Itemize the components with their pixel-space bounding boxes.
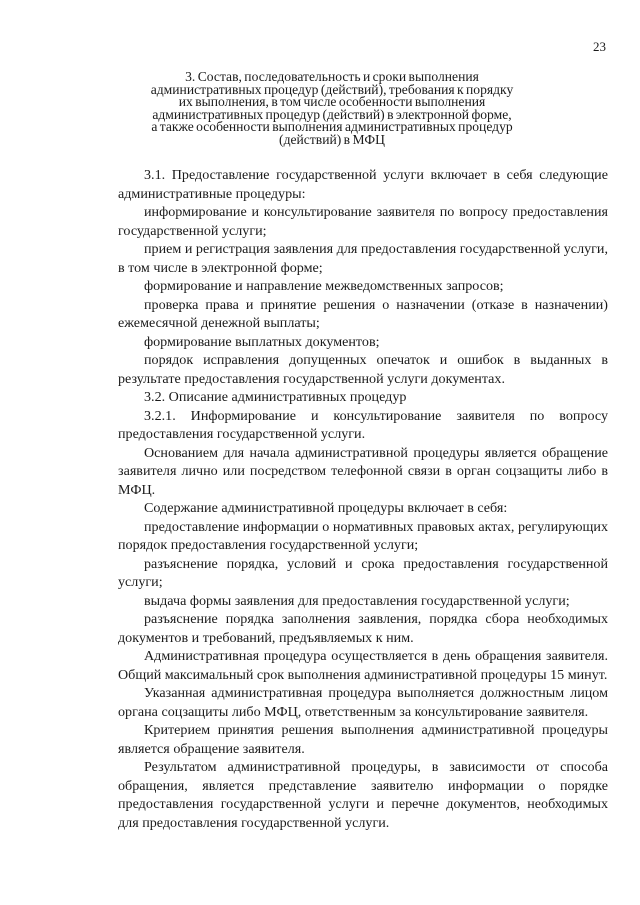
paragraph: прием и регистрация заявления для предоставления государственной услуги, в том числе в электронной форме; (118, 241, 608, 276)
paragraph: Содержание административной процедуры включает в себя: (144, 500, 508, 516)
paragraph: порядок исправления допущенных опечаток и ошибок в выданных в результате предоставления государственной услуги документах. (118, 352, 608, 387)
document-body (118, 166, 608, 832)
paragraph: проверка права и принятие решения о назначении (отказе в назначении) ежемесячной денежной выплаты; (118, 296, 608, 331)
heading-line: их выполнения, в том числе особенности выполнения (178, 94, 486, 110)
paragraph: Основанием для начала административной процедуры является обращение заявителя лично или посредством телефонной связи в орган соцзащиты либо в МФЦ. (118, 444, 608, 498)
paragraph: 3.1. Предоставление государственной услуги включает в себя следующие административные процедуры: (118, 167, 608, 202)
heading-line: административных процедур (действий), требования к порядку (150, 81, 514, 97)
paragraph: 3.2.1. Информирование и консультирование заявителя по вопросу предоставления государственной услуги. (118, 407, 608, 442)
paragraph: выдача формы заявления для предоставления государственной услуги; (144, 592, 570, 609)
paragraph: разъяснение порядка, условий и срока предоставления государственной услуги; (118, 555, 608, 590)
paragraph: Административная процедура осуществляется в день обращения заявителя. Общий максимальный срок выполнения административной процедуры 15 минут. (118, 648, 608, 683)
heading-line: а также особенности выполнения административных процедур (151, 119, 513, 135)
paragraph: формирование и направление межведомственных запросов; (144, 278, 504, 294)
paragraph: предоставление информации о нормативных правовых актах, регулирующих порядок предоставления государственной услуги; (118, 518, 608, 553)
heading-line: 3. Состав, последовательность и сроки выполнения (185, 69, 479, 84)
paragraph: формирование выплатных документов; (144, 333, 380, 350)
paragraph: информирование и консультирование заявителя по вопросу предоставления государственной услуги; (118, 204, 608, 239)
section-heading (112, 71, 552, 147)
heading-line: (действий) в МФЦ (279, 131, 385, 147)
page-number: 23 (593, 39, 606, 54)
paragraph: Критерием принятия решения выполнения административной процедуры является обращение заявителя. (118, 722, 608, 757)
paragraph: разъяснение порядка заполнения заявления, порядка сбора необходимых документов и требований, предъявляемых к ним. (118, 611, 608, 646)
paragraph: Результатом административной процедуры, в зависимости от способа обращения, является представление заявителю информации о порядке предоставления государственной услуги и перечне документов, необходимых для предоставления государственной услуги. (118, 759, 608, 831)
heading-line: административных процедур (действий) в электронной форме, (152, 106, 512, 122)
paragraph: Указанная административная процедура выполняется должностным лицом органа соцзащиты либо МФЦ, ответственным за консультирование заявителя. (118, 685, 608, 720)
paragraph: 3.2. Описание административных процедур (144, 389, 407, 405)
